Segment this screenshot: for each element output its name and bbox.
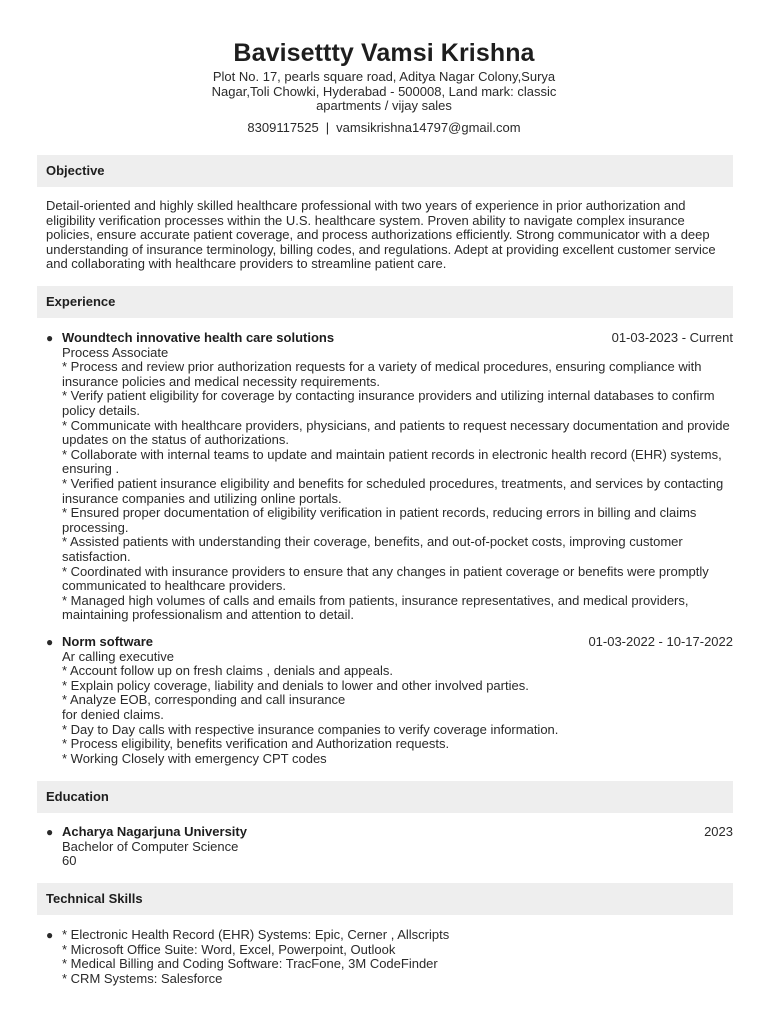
job-duty-line: * Managed high volumes of calls and emails from patients, insurance representatives, and medical providers, maintaining professionalism and attention to detail. bbox=[62, 592, 689, 623]
job-duty-line: * Working Closely with emergency CPT codes bbox=[62, 750, 327, 766]
education-school: Acharya Nagarjuna University bbox=[62, 824, 247, 839]
education-score: 60 bbox=[62, 853, 77, 869]
email-address: vamsikrishna14797@gmail.com bbox=[336, 119, 521, 135]
bullet-icon: ● bbox=[46, 635, 54, 649]
education-year: 2023 bbox=[704, 824, 733, 839]
job-duty-line: * Coordinated with insurance providers to ensure that any changes in patient coverage or benefits were promptly communicated to healthcare providers. bbox=[62, 563, 709, 594]
bullet-icon: ● bbox=[46, 928, 54, 942]
objective-heading: Objective bbox=[37, 155, 733, 187]
phone-number: 8309117525 bbox=[247, 119, 319, 135]
candidate-address: Plot No. 17, pearls square road, Aditya Nagar Colony,Surya Nagar,Toli Chowki, Hyderabad - 500008, Land mark: classic apartments / vijay sales bbox=[211, 69, 557, 113]
job-company: Norm software bbox=[62, 634, 154, 649]
job-duty-line: * Verified patient insurance eligibility and benefits for scheduled procedures, treatments, and services by contacting insurance companies and utilizing online portals. bbox=[62, 475, 724, 506]
skill-line: * CRM Systems: Salesforce bbox=[62, 970, 223, 986]
job-duty-line: * Account follow up on fresh claims , denials and appeals. bbox=[62, 663, 393, 679]
job-duty-line: * Ensured proper documentation of eligibility verification in patient records, reducing errors in billing and claims processing. bbox=[62, 505, 697, 535]
objective-text: Detail-oriented and highly skilled healthcare professional with two years of experience in prior authorization and eligibility verification processes within the U.S. healthcare system. Proven ability to navigate complex insurance policies, ensure accurate patient coverage, and process authorizations efficiently. Strong communicator with a deep understanding of insurance terminology, billing codes, and regulations. Adept at providing excellent customer service and collaborating with healthcare providers to streamline patient care. bbox=[46, 198, 716, 272]
job-entry-woundtech bbox=[46, 331, 733, 623]
job-role: Process Associate bbox=[62, 344, 169, 360]
resume-header bbox=[0, 38, 768, 135]
skills-entry bbox=[46, 928, 733, 986]
job-duty-line: * Assisted patients with understanding their coverage, benefits, and out-of-pocket costs, improving customer satisfaction. bbox=[62, 534, 683, 564]
education-heading: Education bbox=[37, 781, 733, 813]
job-role: Ar calling executive bbox=[62, 648, 174, 664]
job-duty-line: * Collaborate with internal teams to update and maintain patient records in electronic health record (EHR) systems, ensuring . bbox=[62, 446, 722, 477]
job-duty-line: * Day to Day calls with respective insurance companies to verify coverage information. bbox=[62, 721, 559, 737]
job-duty-line: * Process eligibility, benefits verification and Authorization requests. bbox=[62, 736, 450, 752]
contact-line bbox=[0, 120, 768, 135]
job-entry-norm-software bbox=[46, 635, 733, 766]
job-company: Woundtech innovative health care solutions bbox=[62, 330, 335, 345]
job-duty-line: * Communicate with healthcare providers, physicians, and patients to request necessary documentation and provide updates on the status of authorizations. bbox=[62, 417, 730, 448]
education-entry bbox=[46, 825, 733, 869]
job-duty-line: * Analyze EOB, corresponding and call insurance bbox=[62, 692, 346, 708]
experience-heading: Experience bbox=[37, 286, 733, 318]
education-degree: Bachelor of Computer Science bbox=[62, 838, 239, 854]
skill-line: * Electronic Health Record (EHR) Systems: Epic, Cerner , Allscripts bbox=[62, 927, 450, 942]
candidate-name: Bavisettty Vamsi Krishna bbox=[233, 39, 535, 67]
bullet-icon: ● bbox=[46, 825, 54, 839]
job-dates: 01-03-2022 - 10-17-2022 bbox=[588, 634, 733, 649]
contact-separator: | bbox=[325, 119, 330, 135]
job-duty-line: * Verify patient eligibility for coverage by contacting insurance providers and utilizing internal databases to confirm policy details. bbox=[62, 388, 715, 418]
job-duty-line: * Explain policy coverage, liability and denials to lower and other involved parties. bbox=[62, 677, 529, 693]
job-duty-line: for denied claims. bbox=[62, 706, 164, 722]
job-duty-line: * Process and review prior authorization requests for a variety of medical procedures, ensuring compliance with insurance policies and medical necessity requirements. bbox=[62, 359, 702, 389]
skills-heading: Technical Skills bbox=[37, 883, 733, 915]
skill-line: * Medical Billing and Coding Software: TracFone, 3M CodeFinder bbox=[62, 956, 438, 972]
job-dates: 01-03-2023 - Current bbox=[611, 330, 733, 345]
bullet-icon: ● bbox=[46, 331, 54, 345]
skill-line: * Microsoft Office Suite: Word, Excel, Powerpoint, Outlook bbox=[62, 941, 396, 957]
